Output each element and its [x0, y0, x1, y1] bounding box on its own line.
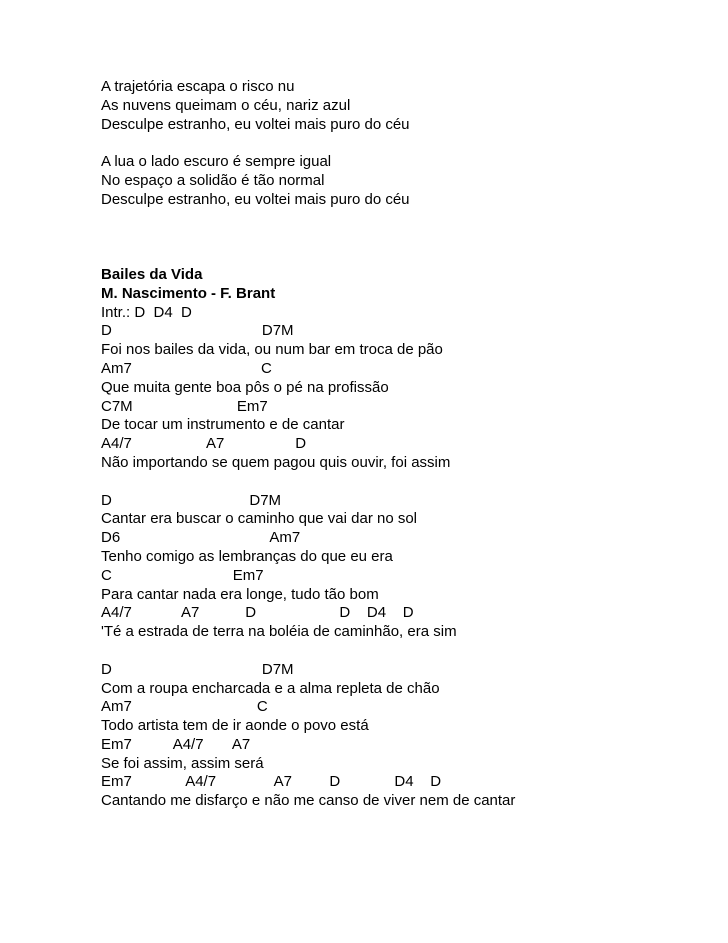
blank-line — [101, 642, 701, 661]
chord-line: D D7M — [101, 322, 294, 340]
chord-line: A4/7 A7 D — [101, 435, 307, 453]
lyric-line: Desculpe estranho, eu voltei mais puro do céu — [101, 115, 410, 133]
blank-line — [101, 247, 701, 266]
lyric-line: Desculpe estranho, eu voltei mais puro do céu — [101, 190, 410, 208]
lyric-line: A trajetória escapa o risco nu — [101, 78, 295, 95]
chord-line: D6 Am7 — [101, 529, 301, 547]
chord-line: D D7M — [101, 491, 282, 509]
lyric-line: As nuvens queimam o céu, nariz azul — [101, 96, 351, 114]
lyric-line: Todo artista tem de ir aonde o povo está — [101, 717, 369, 735]
chord-line: Am7 C — [101, 698, 268, 716]
blank-line — [101, 473, 701, 492]
lyric-line: Se foi assim, assim será — [101, 754, 264, 772]
lyric-line: Com a roupa encharcada e a alma repleta de chão — [101, 679, 440, 697]
chord-line: C7M Em7 — [101, 397, 268, 415]
blank-line — [101, 210, 701, 229]
chord-line: Em7 A4/7 A7 D D4 D — [101, 773, 442, 791]
lyric-line: Que muita gente boa pôs o pé na profissão — [101, 378, 389, 396]
song-authors: M. Nascimento - F. Brant — [101, 284, 276, 302]
lyric-line: Para cantar nada era longe, tudo tão bom — [101, 585, 379, 603]
lyric-line: 'Té a estrada de terra na boléia de caminhão, era sim — [101, 623, 457, 641]
lyric-line: Tenho comigo as lembranças do que eu era — [101, 547, 393, 565]
chord-line: D D7M — [101, 660, 294, 678]
chord-line: Em7 A4/7 A7 — [101, 735, 251, 753]
blank-line — [101, 134, 701, 153]
chord-line: C Em7 — [101, 566, 264, 584]
lyric-line: Não importando se quem pagou quis ouvir, foi assim — [101, 453, 451, 471]
song-intro: Intr.: D D4 D — [101, 303, 192, 321]
lyric-line: Cantando me disfarço e não me canso de viver nem de cantar — [101, 792, 516, 810]
lyric-line: De tocar um instrumento e de cantar — [101, 416, 345, 434]
song-title: Bailes da Vida — [101, 265, 203, 283]
chord-line: Am7 C — [101, 359, 272, 377]
lyrics-text-block — [101, 78, 701, 811]
lyric-line: No espaço a solidão é tão normal — [101, 171, 325, 189]
blank-line — [101, 228, 701, 247]
lyric-line: Cantar era buscar o caminho que vai dar no sol — [101, 510, 418, 528]
chord-line: A4/7 A7 D D D4 D — [101, 604, 414, 622]
lyric-line: Foi nos bailes da vida, ou num bar em troca de pão — [101, 341, 443, 359]
lyric-line: A lua o lado escuro é sempre igual — [101, 153, 332, 171]
